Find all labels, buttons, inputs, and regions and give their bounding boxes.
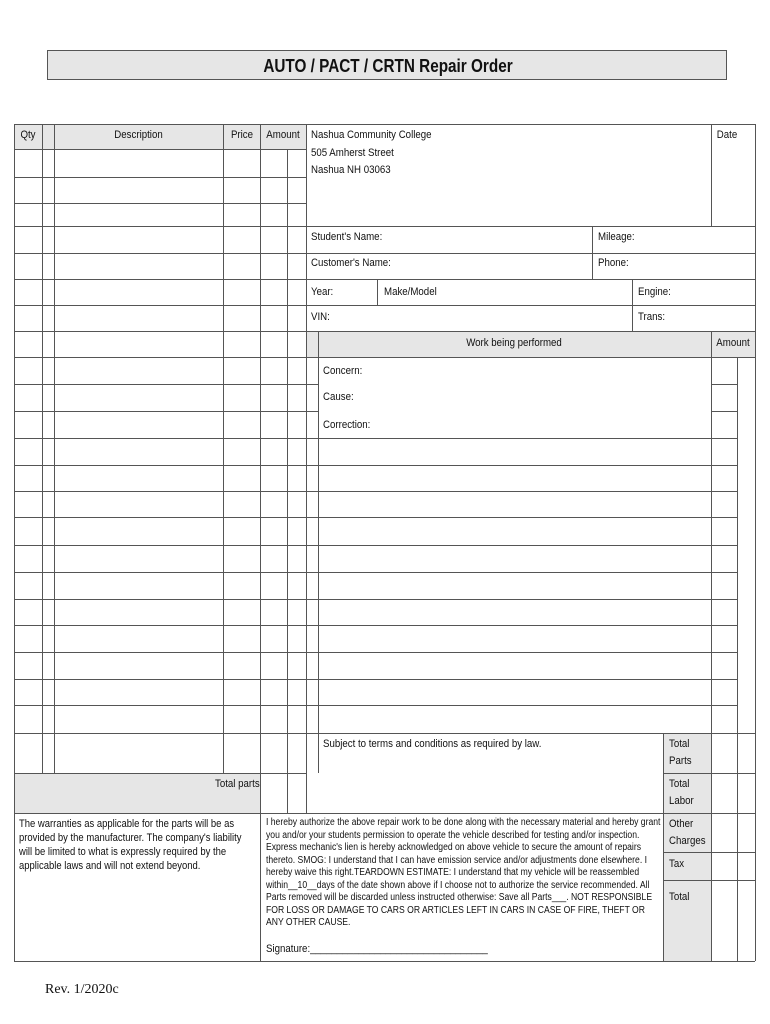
grid-line (287, 149, 288, 813)
warranty-text: The warranties as applicable for the parts will be as provided by the manufacturer. The company's liability will be limited to what is expressly required by the applicable laws and will not extend beyond. (19, 818, 242, 872)
grid-line (711, 625, 737, 626)
grid-line (318, 465, 711, 466)
grid-line (14, 279, 306, 280)
engine-label: Engine: (638, 286, 671, 298)
grid-line (711, 572, 737, 573)
other-charges-line1: Other (669, 818, 694, 830)
grid-line (711, 491, 737, 492)
grid-line (318, 572, 711, 573)
grid-line (14, 961, 755, 962)
grid-line (318, 331, 319, 773)
total-label: Total (669, 891, 690, 903)
grid-line (737, 357, 738, 961)
student-name-label: Student's Name: (311, 231, 383, 243)
grid-line (663, 880, 755, 881)
work-header: Work being performed (466, 337, 562, 349)
customer-name-label: Customer's Name: (311, 257, 391, 269)
grid-line (711, 465, 737, 466)
total-parts-side-line2: Parts (669, 755, 692, 767)
grid-line (14, 679, 306, 680)
school-city: Nashua NH 03063 (311, 164, 391, 176)
grid-line (306, 279, 755, 280)
grid-line (14, 465, 306, 466)
grid-line (14, 226, 306, 227)
grid-line (306, 384, 318, 385)
price-header: Price (230, 129, 254, 141)
grid-line (306, 124, 307, 813)
total-labor-line2: Labor (669, 795, 694, 807)
grid-line (711, 599, 737, 600)
total-parts-side-line1: Total (669, 738, 690, 750)
school-name: Nashua Community College (311, 129, 432, 141)
grid-line (14, 331, 306, 332)
tax-label: Tax (669, 858, 685, 870)
grid-line (318, 705, 711, 706)
grid-line (306, 705, 318, 706)
grid-line (306, 357, 755, 358)
grid-line (592, 226, 593, 279)
grid-line (318, 652, 711, 653)
grid-line (14, 384, 306, 385)
grid-line (306, 733, 755, 734)
grid-line (306, 652, 318, 653)
description-header: Description (114, 129, 163, 141)
grid-line (306, 491, 318, 492)
grid-line (14, 491, 306, 492)
grid-line (260, 124, 261, 813)
grid-line (318, 599, 711, 600)
correction-label: Correction: (323, 419, 371, 431)
grid-line (223, 124, 224, 773)
grid-line (318, 491, 711, 492)
grid-line (755, 124, 756, 961)
grid-line (306, 517, 318, 518)
grid-line (711, 331, 712, 961)
grid-line (14, 253, 306, 254)
grid-line (260, 813, 261, 961)
grid-line (54, 124, 55, 773)
vin-label: VIN: (311, 311, 330, 323)
grid-line (306, 226, 755, 227)
other-charges-line2: Charges (669, 835, 706, 847)
total-labor-line1: Total (669, 778, 690, 790)
grid-line (632, 279, 633, 331)
mileage-label: Mileage: (598, 231, 635, 243)
grid-line (711, 705, 737, 706)
grid-line (306, 331, 755, 332)
grid-line (14, 517, 306, 518)
grid-line (711, 545, 737, 546)
grid-line (14, 203, 306, 204)
grid-line (306, 411, 318, 412)
grid-line (711, 438, 737, 439)
grid-line (14, 705, 306, 706)
revision-label: Rev. 1/2020c (45, 982, 119, 997)
grid-line (14, 149, 306, 150)
work-amount-header: Amount (716, 337, 750, 349)
signature-line: Signature:_________________________________ (266, 943, 488, 955)
grid-line (711, 652, 737, 653)
grid-line (14, 652, 306, 653)
make-model-label: Make/Model (384, 286, 437, 298)
grid-line (711, 124, 712, 226)
concern-label: Concern: (323, 365, 363, 377)
grid-line (711, 384, 737, 385)
grid-line (14, 773, 306, 774)
grid-line (663, 852, 755, 853)
grid-line (711, 517, 737, 518)
grid-line (306, 253, 755, 254)
amount-header: Amount (266, 129, 300, 141)
grid-line (14, 305, 306, 306)
school-street: 505 Amherst Street (311, 147, 394, 159)
grid-line (306, 625, 318, 626)
date-label: Date (716, 129, 738, 141)
grid-line (14, 357, 306, 358)
grid-line (14, 572, 306, 573)
grid-line (14, 411, 306, 412)
total-parts-label: Total parts (215, 778, 260, 790)
grid-line (14, 124, 15, 961)
grid-line (14, 625, 306, 626)
grid-line (663, 813, 755, 814)
qty-header: Qty (20, 129, 36, 141)
form-title: AUTO / PACT / CRTN Repair Order (263, 56, 513, 76)
grid-line (306, 572, 318, 573)
grid-line (14, 813, 663, 814)
grid-line (663, 733, 664, 961)
trans-label: Trans: (638, 311, 666, 323)
grid-line (318, 438, 711, 439)
year-label: Year: (311, 286, 334, 298)
grid-line (318, 679, 711, 680)
grid-line (14, 545, 306, 546)
grid-line (14, 438, 306, 439)
cause-label: Cause: (323, 391, 354, 403)
subject-text: Subject to terms and conditions as required by law. (323, 738, 542, 750)
authorization-text: I hereby authorize the above repair work to be done along with the necessary material and hereby grant you and/or your students permission to operate the vehicle described for testing and/or inspection. Express mechanic's lien is hereby acknowledged on above vehicle to secure the amount of repairs thereto. SMOG: I understand that I can have emission service and/or adjustments done elsewhere. I hereby waive this right.TEARDOWN ESTIMATE: I understand that my vehicle will be reassembled within__10__days of the date shown above if I choose not to authorize the service recommended. All Parts removed will be discarded unless instructed otherwise: Save all Parts___. NOT RESPONSIBLE FOR LOSS OR DAMAGE TO CARS OR ARTICLES LEFT IN CARS IN CASE OF FIRE, THEFT OR ANY OTHER CAUSE. (266, 817, 661, 928)
grid-line (318, 625, 711, 626)
grid-line (14, 177, 306, 178)
grid-line (377, 279, 378, 305)
grid-line (306, 305, 755, 306)
grid-line (306, 465, 318, 466)
grid-line (306, 438, 318, 439)
grid-line (14, 733, 306, 734)
grid-line (306, 679, 318, 680)
grid-line (14, 599, 306, 600)
grid-line (711, 679, 737, 680)
grid-line (306, 599, 318, 600)
grid-line (306, 545, 318, 546)
grid-line (318, 545, 711, 546)
phone-label: Phone: (598, 257, 629, 269)
grid-line (42, 124, 43, 773)
grid-line (318, 517, 711, 518)
grid-line (14, 124, 755, 125)
grid-line (711, 411, 737, 412)
grid-line (663, 773, 755, 774)
